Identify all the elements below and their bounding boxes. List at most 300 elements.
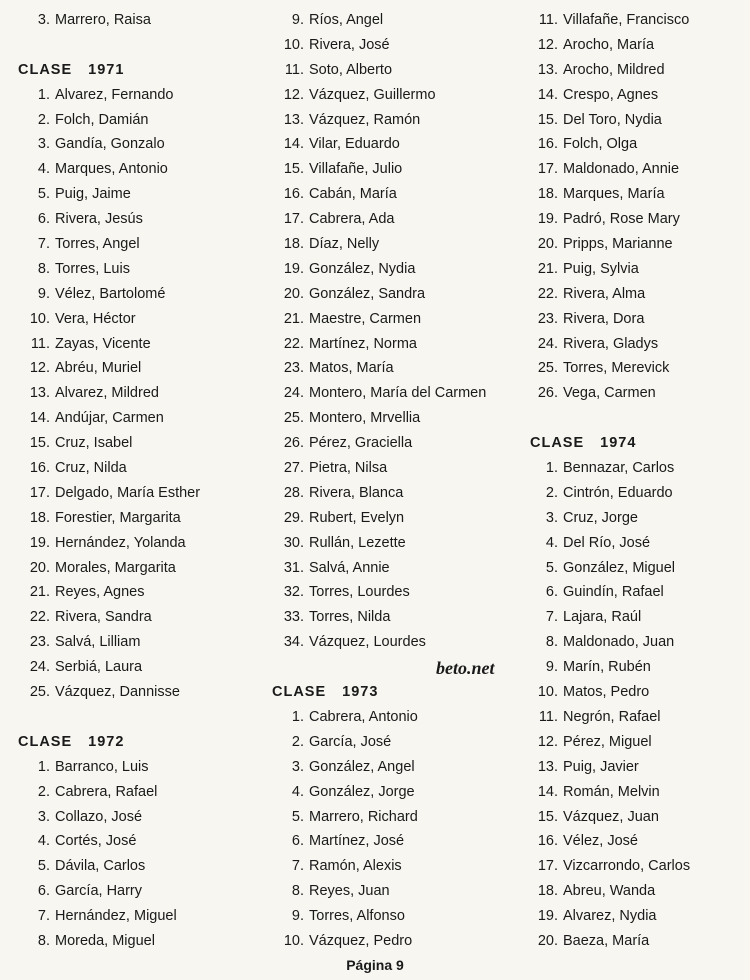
list-item <box>18 406 273 431</box>
list-item-number: 11. <box>284 61 304 78</box>
list-item-number: 5. <box>37 186 50 203</box>
list-item-name: Cabrera, Ada <box>309 211 395 228</box>
list-item-number: 3. <box>37 12 50 28</box>
list-item-name: Vizcarrondo, Carlos <box>563 858 691 875</box>
class-heading-title: CLASE <box>530 435 585 452</box>
list-item-name: Folch, Damián <box>55 111 149 128</box>
list-item-name: Puig, Sylvia <box>563 260 639 277</box>
list-item-number: 17. <box>283 211 304 228</box>
list-item-name: González, Nydia <box>309 260 416 277</box>
list-item-number: 19. <box>283 260 304 277</box>
list-item <box>18 307 273 332</box>
list-item-name: Morales, Margarita <box>55 559 176 576</box>
list-item <box>530 83 750 108</box>
list-item-number: 2. <box>545 484 558 501</box>
list-item-number: 33. <box>283 609 304 626</box>
list-item <box>530 307 750 332</box>
list-item <box>18 829 273 854</box>
list-item-name: Crespo, Agnes <box>563 86 659 103</box>
column-3 <box>530 8 750 954</box>
list-item <box>18 8 273 33</box>
list-item-number: 30. <box>283 534 304 551</box>
list-item <box>18 207 273 232</box>
list-item-name: Vélez, José <box>563 833 638 850</box>
list-item <box>530 157 750 182</box>
list-item-number: 5. <box>545 559 558 576</box>
list-item-name: Rivera, Dora <box>563 310 645 327</box>
list-item-number: 13. <box>537 758 558 775</box>
list-item-number: 25. <box>283 410 304 427</box>
list-item-number: 10. <box>537 684 558 701</box>
list-item-name: González, Miguel <box>563 559 676 576</box>
list-item-name: Torres, Luis <box>55 260 130 277</box>
list-item-name: Delgado, María Esther <box>55 484 201 501</box>
list-item-number: 24. <box>29 659 50 676</box>
list-item-name: Villafañe, Francisco <box>563 12 690 28</box>
list-item-name: Torres, Alfonso <box>309 908 405 925</box>
list-item-name: Bennazar, Carlos <box>563 460 675 477</box>
list-item-number: 15. <box>283 161 304 178</box>
list-item <box>272 182 532 207</box>
list-item-number: 4. <box>545 534 558 551</box>
list-item <box>272 406 532 431</box>
list-item <box>530 481 750 506</box>
list-item <box>530 879 750 904</box>
list-item-number: 2. <box>37 111 50 128</box>
list-item <box>530 655 750 680</box>
list-item-name: Matos, Pedro <box>563 684 650 701</box>
list-item <box>530 232 750 257</box>
list-item-number: 9. <box>291 12 304 28</box>
list-item-name: Maestre, Carmen <box>309 310 422 327</box>
list-item <box>272 755 532 780</box>
list-item-number: 20. <box>283 285 304 302</box>
list-item-name: Pripps, Marianne <box>563 236 673 253</box>
list-item-number: 20. <box>537 236 558 253</box>
list-item-name: Vélez, Bartolomé <box>55 285 166 302</box>
list-item <box>530 854 750 879</box>
list-item <box>272 854 532 879</box>
list-item <box>272 879 532 904</box>
list-item-name: Alvarez, Nydia <box>563 908 657 925</box>
list-item-number: 1. <box>545 460 558 477</box>
column-2 <box>272 8 532 954</box>
list-item <box>272 282 532 307</box>
list-item-name: Padró, Rose Mary <box>563 211 680 228</box>
list-item <box>530 680 750 705</box>
list-item <box>272 805 532 830</box>
list-item <box>530 805 750 830</box>
list-item-name: Del Río, José <box>563 534 651 551</box>
list-item-number: 19. <box>537 908 558 925</box>
list-item-number: 23. <box>537 310 558 327</box>
list-item <box>530 705 750 730</box>
list-item-name: Rivera, Alma <box>563 285 646 302</box>
list-item <box>530 108 750 133</box>
list-item-number: 15. <box>537 111 558 128</box>
list-item-name: Vázquez, Lourdes <box>309 634 426 651</box>
list-item-name: Rubert, Evelyn <box>309 509 405 526</box>
list-item-number: 21. <box>537 260 558 277</box>
list-item <box>530 456 750 481</box>
list-item <box>272 257 532 282</box>
list-item <box>18 929 273 954</box>
list-item <box>530 730 750 755</box>
list-item-name: Rivera, Gladys <box>563 335 659 352</box>
list-item-number: 7. <box>37 908 50 925</box>
list-item <box>272 556 532 581</box>
list-item <box>272 58 532 83</box>
list-item-name: Martínez, Norma <box>309 335 417 352</box>
list-item-name: Vázquez, Guillermo <box>309 86 436 103</box>
list-item-name: Abréu, Muriel <box>55 360 142 377</box>
list-item-number: 29. <box>283 509 304 526</box>
list-item-number: 16. <box>29 460 50 477</box>
list-item <box>18 108 273 133</box>
list-item-number: 11. <box>538 708 558 725</box>
list-item <box>18 481 273 506</box>
list-item-number: 24. <box>537 335 558 352</box>
list-item-number: 8. <box>291 883 304 900</box>
list-item-number: 4. <box>37 161 50 178</box>
list-item-number: 14. <box>283 136 304 153</box>
list-item-name: Rivera, Sandra <box>55 609 152 626</box>
list-item-number: 17. <box>537 161 558 178</box>
list-item-name: Dávila, Carlos <box>55 858 146 875</box>
list-item-number: 26. <box>283 435 304 452</box>
list-item-number: 22. <box>283 335 304 352</box>
list-item-name: Vázquez, Dannisse <box>55 684 180 701</box>
list-item-name: Pérez, Miguel <box>563 733 652 750</box>
list-item <box>18 257 273 282</box>
watermark-text: beto.net <box>436 658 495 678</box>
list-item-name: Rullán, Lezette <box>309 534 406 551</box>
list-item <box>530 33 750 58</box>
list-item-name: Salvá, Lilliam <box>55 634 141 651</box>
list-item-name: González, Jorge <box>309 783 415 800</box>
list-item-name: Folch, Olga <box>563 136 638 153</box>
list-item <box>18 556 273 581</box>
list-item <box>18 805 273 830</box>
list-item-number: 7. <box>37 236 50 253</box>
list-item-number: 22. <box>537 285 558 302</box>
list-item <box>272 157 532 182</box>
list-item-number: 26. <box>537 385 558 402</box>
list-item-name: Vázquez, Pedro <box>309 932 413 949</box>
list-item-name: Arocho, María <box>563 36 655 53</box>
list-item-number: 6. <box>291 833 304 850</box>
list-item-number: 1. <box>37 86 50 103</box>
list-item <box>272 630 532 655</box>
list-item-number: 11. <box>30 335 50 352</box>
list-item <box>530 605 750 630</box>
list-item-name: González, Sandra <box>309 285 426 302</box>
list-item <box>272 829 532 854</box>
list-item-name: Marín, Rubén <box>563 659 651 676</box>
list-item-name: Villafañe, Julio <box>309 161 403 178</box>
list-item-name: Díaz, Nelly <box>309 236 380 253</box>
list-item-number: 13. <box>29 385 50 402</box>
list-item-name: Abreu, Wanda <box>563 883 656 900</box>
list-item-number: 4. <box>37 833 50 850</box>
list-item-name: Moreda, Miguel <box>55 932 155 949</box>
list-item-number: 15. <box>537 808 558 825</box>
list-item <box>18 132 273 157</box>
list-item-number: 3. <box>291 758 304 775</box>
list-item-name: Serbiá, Laura <box>55 659 143 676</box>
list-item <box>530 257 750 282</box>
list-item-name: Andújar, Carmen <box>55 410 164 427</box>
list-item-number: 3. <box>37 808 50 825</box>
list-item-name: Pérez, Graciella <box>309 435 413 452</box>
list-item-number: 1. <box>37 758 50 775</box>
list-item-number: 18. <box>29 509 50 526</box>
list-item-number: 34. <box>283 634 304 651</box>
list-item <box>530 904 750 929</box>
list-item-number: 10. <box>283 932 304 949</box>
list-item-name: Rivera, José <box>309 36 390 53</box>
list-item-number: 22. <box>29 609 50 626</box>
list-item-name: García, Harry <box>55 883 143 900</box>
list-item <box>530 8 750 33</box>
list-item-number: 23. <box>29 634 50 651</box>
list-item <box>18 531 273 556</box>
list-item-name: Reyes, Agnes <box>55 584 145 601</box>
list-item <box>530 332 750 357</box>
list-item <box>18 755 273 780</box>
list-item-name: Salvá, Annie <box>309 559 390 576</box>
class-heading-title: CLASE <box>272 684 327 701</box>
list-item <box>18 506 273 531</box>
list-item-number: 19. <box>29 534 50 551</box>
column-1 <box>18 8 273 954</box>
list-item-name: Cintrón, Eduardo <box>563 484 673 501</box>
list-item-name: Vázquez, Ramón <box>309 111 421 128</box>
list-item <box>272 33 532 58</box>
list-item-number: 25. <box>29 684 50 701</box>
list-item <box>18 456 273 481</box>
list-item-name: Cabán, María <box>309 186 397 203</box>
list-item-number: 23. <box>283 360 304 377</box>
list-item-name: Hernández, Miguel <box>55 908 177 925</box>
list-item-number: 15. <box>29 435 50 452</box>
list-item <box>272 332 532 357</box>
list-item-number: 16. <box>283 186 304 203</box>
list-item-name: Vázquez, Juan <box>563 808 659 825</box>
list-item <box>530 356 750 381</box>
list-item <box>530 929 750 954</box>
list-item-number: 9. <box>291 908 304 925</box>
list-item <box>530 829 750 854</box>
list-item-number: 16. <box>537 136 558 153</box>
list-item <box>272 8 532 33</box>
list-item <box>18 854 273 879</box>
list-item <box>18 381 273 406</box>
list-item-name: Cabrera, Antonio <box>309 708 418 725</box>
list-item <box>272 456 532 481</box>
list-item-number: 14. <box>537 783 558 800</box>
list-item-name: García, José <box>309 733 392 750</box>
list-item <box>530 780 750 805</box>
list-item-number: 14. <box>29 410 50 427</box>
list-item <box>18 879 273 904</box>
list-item-number: 18. <box>537 186 558 203</box>
list-item-number: 12. <box>537 733 558 750</box>
list-item <box>272 780 532 805</box>
list-item <box>272 481 532 506</box>
list-item-name: Pietra, Nilsa <box>309 460 388 477</box>
list-item <box>530 531 750 556</box>
class-heading <box>18 730 273 755</box>
list-item <box>272 730 532 755</box>
list-item <box>18 431 273 456</box>
list-item <box>18 580 273 605</box>
list-item <box>272 904 532 929</box>
list-item-number: 18. <box>537 883 558 900</box>
list-item-number: 12. <box>283 86 304 103</box>
list-item-name: Marques, Antonio <box>55 161 168 178</box>
list-item-name: Montero, María del Carmen <box>309 385 487 402</box>
list-item-number: 7. <box>545 609 558 626</box>
list-item-name: Soto, Alberto <box>309 61 393 78</box>
list-item-name: Alvarez, Mildred <box>55 385 159 402</box>
list-item-name: Zayas, Vicente <box>55 335 151 352</box>
list-item <box>18 282 273 307</box>
list-item-name: Martínez, José <box>309 833 405 850</box>
list-item <box>272 132 532 157</box>
list-item-number: 3. <box>545 509 558 526</box>
class-heading <box>18 58 273 83</box>
list-item-name: Puig, Javier <box>563 758 639 775</box>
list-item-number: 8. <box>545 634 558 651</box>
list-item <box>530 506 750 531</box>
list-item <box>18 605 273 630</box>
list-item-name: Cruz, Jorge <box>563 509 638 526</box>
list-item-number: 3. <box>37 136 50 153</box>
list-item-name: Torres, Lourdes <box>309 584 410 601</box>
list-item-name: Ríos, Angel <box>309 12 384 28</box>
list-item-name: Puig, Jaime <box>55 186 131 203</box>
list-item-name: Vera, Héctor <box>55 310 136 327</box>
list-item-number: 20. <box>537 932 558 949</box>
list-item-name: Cruz, Nilda <box>55 460 127 477</box>
list-item-number: 13. <box>537 61 558 78</box>
list-item <box>18 655 273 680</box>
list-item-name: Del Toro, Nydia <box>563 111 662 128</box>
list-item-name: Torres, Angel <box>55 236 140 253</box>
list-item-number: 6. <box>545 584 558 601</box>
list-item-number: 24. <box>283 385 304 402</box>
list-item-name: Barranco, Luis <box>55 758 149 775</box>
list-item-name: Cabrera, Rafael <box>55 783 158 800</box>
list-item <box>272 232 532 257</box>
list-item <box>18 182 273 207</box>
list-item <box>18 232 273 257</box>
list-item-name: Cruz, Isabel <box>55 435 133 452</box>
list-item-name: González, Angel <box>309 758 415 775</box>
list-item-name: Maldonado, Juan <box>563 634 675 651</box>
list-item <box>272 929 532 954</box>
list-item-number: 17. <box>537 858 558 875</box>
list-item-number: 9. <box>545 659 558 676</box>
class-heading-year: 1972 <box>88 733 125 750</box>
list-item-number: 27. <box>283 460 304 477</box>
list-item <box>272 108 532 133</box>
list-item-number: 20. <box>29 559 50 576</box>
list-item-number: 16. <box>537 833 558 850</box>
list-item-number: 21. <box>29 584 50 601</box>
class-heading-year: 1971 <box>88 61 125 78</box>
list-item-name: Forestier, Margarita <box>55 509 181 526</box>
list-item <box>530 755 750 780</box>
list-item-number: 25. <box>537 360 558 377</box>
list-item-name: Arocho, Mildred <box>563 61 665 78</box>
list-item <box>530 132 750 157</box>
list-item <box>18 630 273 655</box>
list-item-name: Ramón, Alexis <box>309 858 402 875</box>
class-heading-title: CLASE <box>18 61 73 78</box>
list-item-number: 2. <box>291 733 304 750</box>
list-item-number: 5. <box>291 808 304 825</box>
list-item <box>272 506 532 531</box>
list-item <box>272 83 532 108</box>
list-item-name: Lajara, Raúl <box>563 609 642 626</box>
list-item-name: Montero, Mrvellia <box>309 410 421 427</box>
list-item-name: Rivera, Jesús <box>55 211 143 228</box>
list-item-name: Marrero, Raisa <box>55 12 151 28</box>
list-item <box>530 182 750 207</box>
list-item <box>272 307 532 332</box>
list-item <box>18 157 273 182</box>
list-item-number: 1. <box>291 708 304 725</box>
list-item <box>272 605 532 630</box>
list-item-number: 31. <box>283 559 304 576</box>
list-item-name: Maldonado, Annie <box>563 161 680 178</box>
list-item-name: Baeza, María <box>563 932 650 949</box>
list-item <box>272 705 532 730</box>
list-item <box>530 580 750 605</box>
list-item-name: Vega, Carmen <box>563 385 656 402</box>
class-heading-year: 1974 <box>600 435 637 452</box>
list-item-name: Gandía, Gonzalo <box>55 136 165 153</box>
list-item <box>18 680 273 705</box>
list-item-number: 6. <box>37 211 50 228</box>
list-item-name: Cortés, José <box>55 833 137 850</box>
list-item-number: 7. <box>291 858 304 875</box>
list-item-name: Collazo, José <box>55 808 143 825</box>
list-item-number: 21. <box>283 310 304 327</box>
list-item-name: Guindín, Rafael <box>563 584 664 601</box>
list-item-name: Negrón, Rafael <box>563 708 661 725</box>
list-item <box>18 83 273 108</box>
list-item-number: 10. <box>283 36 304 53</box>
class-heading-year: 1973 <box>342 684 379 701</box>
list-item-number: 13. <box>283 111 304 128</box>
list-item <box>530 381 750 406</box>
class-heading-title: CLASE <box>18 733 73 750</box>
list-item <box>272 207 532 232</box>
list-item-name: Rivera, Blanca <box>309 484 404 501</box>
list-item-name: Torres, Merevick <box>563 360 670 377</box>
list-item-number: 12. <box>29 360 50 377</box>
list-item-number: 28. <box>283 484 304 501</box>
class-heading <box>530 431 750 456</box>
list-item-name: Reyes, Juan <box>309 883 390 900</box>
list-item <box>18 904 273 929</box>
list-item-number: 4. <box>291 783 304 800</box>
list-item-number: 17. <box>29 484 50 501</box>
list-item <box>18 332 273 357</box>
